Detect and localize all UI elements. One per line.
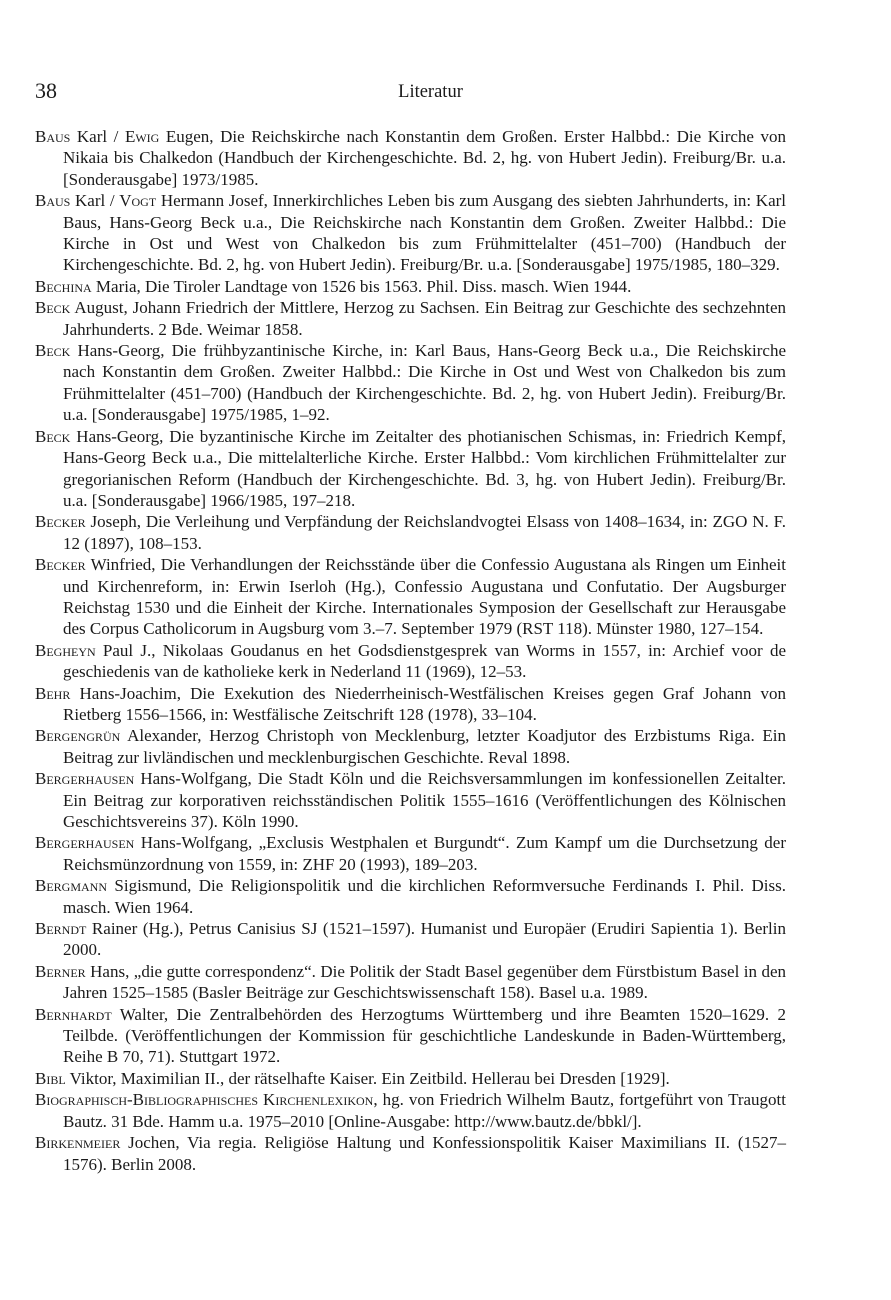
bibliography-entry [35, 1089, 786, 1132]
entry-text: Hermann Josef, Innerkirchliches Leben bis zum Ausgang des siebten Jahrhunderts, in: Karl Baus, Hans-Georg Beck u.a., Die Reichskirche nach Konstantin dem Großen. Zweiter Halbbd.: Die Kirche in Ost und West von Chalkedon bis zum Frühmittelalter (451–700) (Handbuch der Kirchengeschichte. Bd. 2, hg. von Hubert Jedin). Freiburg/Br. u.a. [Sonderausgabe] 1975/1985, 180–329. [63, 191, 786, 275]
entry-author: Beck [35, 341, 71, 361]
entry-text: Hans-Wolfgang, „Exclusis Westphalen et Burgundt“. Zum Kampf um die Durchsetzung der Reichsmünzordnung von 1559, in: ZHF 20 (1993), 189–203. [63, 833, 786, 874]
entry-author: Birkenmeier [35, 1133, 121, 1153]
bibliography-entry [35, 683, 786, 726]
entry-author: Berndt [35, 919, 87, 939]
entry-author: Becker [35, 555, 86, 575]
bibliography-entry [35, 768, 786, 832]
bibliography-entry [35, 918, 786, 961]
entry-text: Joseph, Die Verleihung und Verpfändung der Reichslandvogtei Elsass von 1408–1634, in: ZGO N. F. 12 (1897), 108–153. [63, 512, 786, 553]
bibliography-entry [35, 426, 786, 512]
entry-text: Hans-Georg, Die byzantinische Kirche im Zeitalter des photianischen Schismas, in: Friedrich Kempf, Hans-Georg Beck u.a., Die mittelalterliche Kirche. Erster Halbbd.: Vom kirchlichen Frühmittelalter zur gregorianischen Reform (Handbuch der Kirchengeschichte. Bd. 3, hg. von Hubert Jedin). Freiburg/Br. u.a. [Sonderausgabe] 1966/1985, 197–218. [63, 426, 786, 510]
entry-author: Bibl [35, 1068, 66, 1088]
entry-author: Biographisch-Bibliographisches Kirchenlexikon [35, 1090, 374, 1110]
bibliography-entry [35, 276, 786, 297]
entry-text: Jochen, Via regia. Religiöse Haltung und Konfessionspolitik Kaiser Maximilians II. (1527–1576). Berlin 2008. [63, 1133, 786, 1174]
entry-author: Berner [35, 961, 86, 981]
running-title: Literatur [398, 82, 463, 102]
entry-text: Karl / [70, 127, 125, 146]
bibliography-entry [35, 875, 786, 918]
entry-author: Beck [35, 298, 71, 318]
entry-text: Hans-Joachim, Die Exekution des Niederrheinisch-Westfälischen Kreises gegen Graf Johann von Rietberg 1556–1566, in: Westfälische Zeitschrift 128 (1978), 33–104. [63, 683, 786, 724]
entry-author: Bergmann [35, 876, 108, 896]
bibliography-list [35, 126, 786, 1175]
entry-text: Viktor, Maximilian II., der rätselhafte Kaiser. Ein Zeitbild. Hellerau bei Dresden [1929]. [65, 1068, 670, 1088]
bibliography-entry [35, 1004, 786, 1068]
page [35, 78, 786, 1175]
bibliography-entry [35, 640, 786, 683]
bibliography-entry [35, 190, 786, 276]
bibliography-entry [35, 340, 786, 426]
entry-text: August, Johann Friedrich der Mittlere, Herzog zu Sachsen. Ein Beitrag zur Geschichte des sechzehnten Jahrhunderts. 2 Bde. Weimar 1858. [63, 298, 786, 339]
entry-text: Hans, „die gutte correspondenz“. Die Politik der Stadt Basel gegenüber dem Fürstbistum Basel in den Jahren 1525–1585 (Basler Beiträge zur Geschichtswissenschaft 158). Basel u.a. 1989. [63, 961, 786, 1003]
bibliography-entry [35, 511, 786, 554]
entry-coauthor: Ewig [124, 127, 160, 146]
bibliography-entry [35, 832, 786, 875]
entry-text: Karl / [70, 191, 120, 211]
entry-author: Bechina [35, 276, 92, 296]
entry-author: Beck [35, 426, 71, 446]
bibliography-entry [35, 554, 786, 640]
entry-text: Eugen, Die Reichskirche nach Konstantin dem Großen. Erster Halbbd.: Die Kirche von Nikaia bis Chalkedon (Handbuch der Kirchengeschichte. Bd. 2, hg. von Hubert Jedin). Freiburg/Br. u.a. [Sonderausgabe] 1973/1985. [63, 127, 787, 189]
page-header [35, 78, 786, 112]
bibliography-entry [35, 126, 786, 190]
bibliography-entry [35, 961, 786, 1004]
entry-text: Hans-Georg, Die frühbyzantinische Kirche, in: Karl Baus, Hans-Georg Beck u.a., Die Reichskirche nach Konstantin dem Großen. Zweiter Halbbd.: Die Kirche in Ost und West von Chalkedon bis zum Frühmittelalter (451–700) (Handbuch der Kirchengeschichte. Bd. 2, hg. von Hubert Jedin). Freiburg/Br. u.a. [Sonderausgabe] 1975/1985, 1–92. [63, 341, 786, 425]
entry-author: Begheyn [35, 640, 96, 660]
entry-text: Paul J., Nikolaas Goudanus en het Godsdienstgesprek van Worms in 1557, in: Archief voor de geschiedenis van de katholieke kerk in Nederland 11 (1969), 12–53. [63, 640, 786, 682]
entry-text: Alexander, Herzog Christoph von Mecklenburg, letzter Koadjutor des Erzbistums Riga. Ein Beitrag zur livländischen und mecklenburgischen Geschichte. Reval 1898. [63, 726, 786, 767]
entry-author: Becker [35, 512, 86, 532]
entry-text: Maria, Die Tiroler Landtage von 1526 bis 1563. Phil. Diss. masch. Wien 1944. [91, 276, 632, 296]
entry-text: Sigismund, Die Religionspolitik und die kirchlichen Reformversuche Ferdinands I. Phil. Diss. masch. Wien 1964. [63, 876, 786, 917]
entry-coauthor: Vogt [119, 191, 157, 211]
entry-author: Bernhardt [35, 1004, 112, 1024]
bibliography-entry [35, 1132, 786, 1175]
entry-author: Bergengrün [35, 726, 121, 746]
bibliography-entry [35, 297, 786, 340]
entry-text: Winfried, Die Verhandlungen der Reichsstände über die Confessio Augustana als Ringen um Einheit und Kirchenreform, in: Erwin Iserloh (Hg.), Confessio Augustana und Confutatio. Der Augsburger Reichstag 1530 und die Einheit der Kirche. Internationales Symposion der Gesellschaft zur Herausgabe des Corpus Catholicorum in Augsburg vom 3.–7. September 1979 (RST 118). Münster 1980, 127–154. [63, 555, 786, 639]
bibliography-entry [35, 1068, 786, 1089]
page-number: 38 [35, 78, 57, 103]
entry-text: Rainer (Hg.), Petrus Canisius SJ (1521–1597). Humanist und Europäer (Erudiri Sapientia 1). Berlin 2000. [63, 919, 786, 960]
entry-author: Bergerhausen [35, 769, 135, 789]
entry-author: Bergerhausen [35, 833, 135, 853]
entry-author: Behr [35, 683, 71, 703]
entry-author: Baus [35, 191, 71, 211]
entry-text: Hans-Wolfgang, Die Stadt Köln und die Reichsversammlungen im konfessionellen Zeitalter. Ein Beitrag zur korporativen reichsständischen Politik 1555–1616 (Veröffentlichungen des Kölnischen Geschichtsvereins 37). Köln 1990. [63, 769, 786, 831]
entry-text: , hg. von Friedrich Wilhelm Bautz, fortgeführt von Traugott Bautz. 31 Bde. Hamm u.a. 1975–2010 [Online-Ausgabe: http://www.bautz.de/bbkl/]. [63, 1090, 787, 1131]
bibliography-entry [35, 725, 786, 768]
entry-text: Walter, Die Zentralbehörden des Herzogtums Württemberg und ihre Beamten 1520–1629. 2 Teilbde. (Veröffentlichungen der Kommission für geschichtliche Landeskunde in Baden-Württemberg, Reihe B 70, 71). Stuttgart 1972. [63, 1004, 786, 1067]
entry-author: Baus [35, 127, 71, 146]
